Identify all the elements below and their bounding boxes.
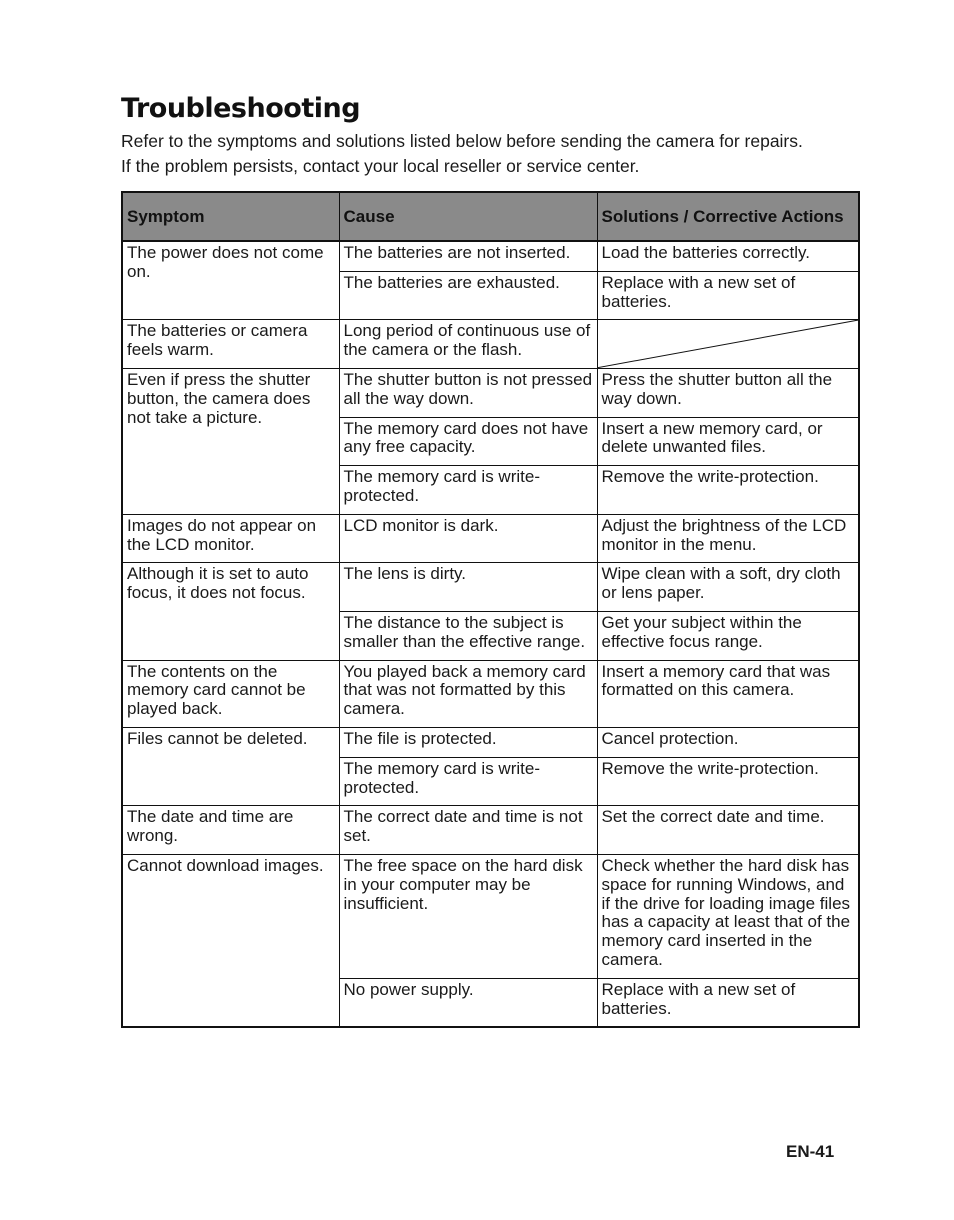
cause-cell: The memory card is write-protected.	[339, 757, 597, 806]
diagonal-strike-line	[598, 320, 859, 368]
symptom-cell: Cannot download images.	[122, 854, 339, 1027]
page-title: Troubleshooting	[121, 93, 361, 124]
table-header-row	[122, 192, 859, 241]
cause-cell: LCD monitor is dark.	[339, 514, 597, 563]
solution-cell: Replace with a new set of batteries.	[597, 978, 859, 1027]
cause-cell: The shutter button is not pressed all the way down.	[339, 368, 597, 417]
cause-cell: Long period of continuous use of the camera or the flash.	[339, 320, 597, 369]
header-symptom: Symptom	[122, 192, 339, 241]
symptom-cell: Although it is set to auto focus, it does not focus.	[122, 563, 339, 660]
solution-cell: Replace with a new set of batteries.	[597, 271, 859, 320]
symptom-cell: The contents on the memory card cannot be played back.	[122, 660, 339, 727]
table-row	[122, 854, 859, 978]
intro-line: Refer to the symptoms and solutions listed below before sending the camera for repairs.	[121, 131, 803, 151]
troubleshooting-table	[121, 191, 860, 1028]
cause-cell: The batteries are not inserted.	[339, 241, 597, 271]
symptom-cell: The batteries or camera feels warm.	[122, 320, 339, 369]
table-row	[122, 806, 859, 855]
symptom-cell: The power does not come on.	[122, 241, 339, 320]
cause-cell: No power supply.	[339, 978, 597, 1027]
solution-cell: Set the correct date and time.	[597, 806, 859, 855]
symptom-cell: Files cannot be deleted.	[122, 727, 339, 805]
table-row	[122, 241, 859, 271]
solution-cell: Remove the write-protection.	[597, 757, 859, 806]
cause-cell: The correct date and time is not set.	[339, 806, 597, 855]
solution-cell: Insert a new memory card, or delete unwanted files.	[597, 417, 859, 466]
table-row	[122, 320, 859, 369]
symptom-cell: The date and time are wrong.	[122, 806, 339, 855]
solution-cell: Get your subject within the effective focus range.	[597, 611, 859, 660]
solution-cell: Remove the write-protection.	[597, 466, 859, 515]
table-row	[122, 563, 859, 612]
solution-cell: Adjust the brightness of the LCD monitor in the menu.	[597, 514, 859, 563]
cause-cell: The file is protected.	[339, 727, 597, 757]
table-row	[122, 514, 859, 563]
intro-line: If the problem persists, contact your local reseller or service center.	[121, 155, 640, 176]
table-row	[122, 368, 859, 417]
solution-cell: Insert a memory card that was formatted on this camera.	[597, 660, 859, 727]
page-number: EN-41	[786, 1142, 835, 1161]
solution-cell: Load the batteries correctly.	[597, 241, 859, 271]
header-cause: Cause	[339, 192, 597, 241]
solution-cell: Wipe clean with a soft, dry cloth or lens paper.	[597, 563, 859, 612]
symptom-cell: Even if press the shutter button, the camera does not take a picture.	[122, 368, 339, 514]
cause-cell: The lens is dirty.	[339, 563, 597, 612]
solution-cell: Cancel protection.	[597, 727, 859, 757]
intro-text	[121, 129, 881, 178]
solution-cell: Check whether the hard disk has space for running Windows, and if the drive for loading image files has a capacity at least that of the memory card inserted in the camera.	[597, 854, 859, 978]
symptom-cell: Images do not appear on the LCD monitor.	[122, 514, 339, 563]
cause-cell: The distance to the subject is smaller than the effective range.	[339, 611, 597, 660]
cause-cell: The memory card does not have any free capacity.	[339, 417, 597, 466]
empty-solution-cell	[597, 320, 859, 369]
table-row	[122, 727, 859, 757]
cause-cell: The memory card is write-protected.	[339, 466, 597, 515]
cause-cell: The batteries are exhausted.	[339, 271, 597, 320]
cause-cell: You played back a memory card that was not formatted by this camera.	[339, 660, 597, 727]
cause-cell: The free space on the hard disk in your computer may be insufficient.	[339, 854, 597, 978]
table-row	[122, 660, 859, 727]
solution-cell: Press the shutter button all the way down.	[597, 368, 859, 417]
header-solution: Solutions / Corrective Actions	[597, 192, 859, 241]
